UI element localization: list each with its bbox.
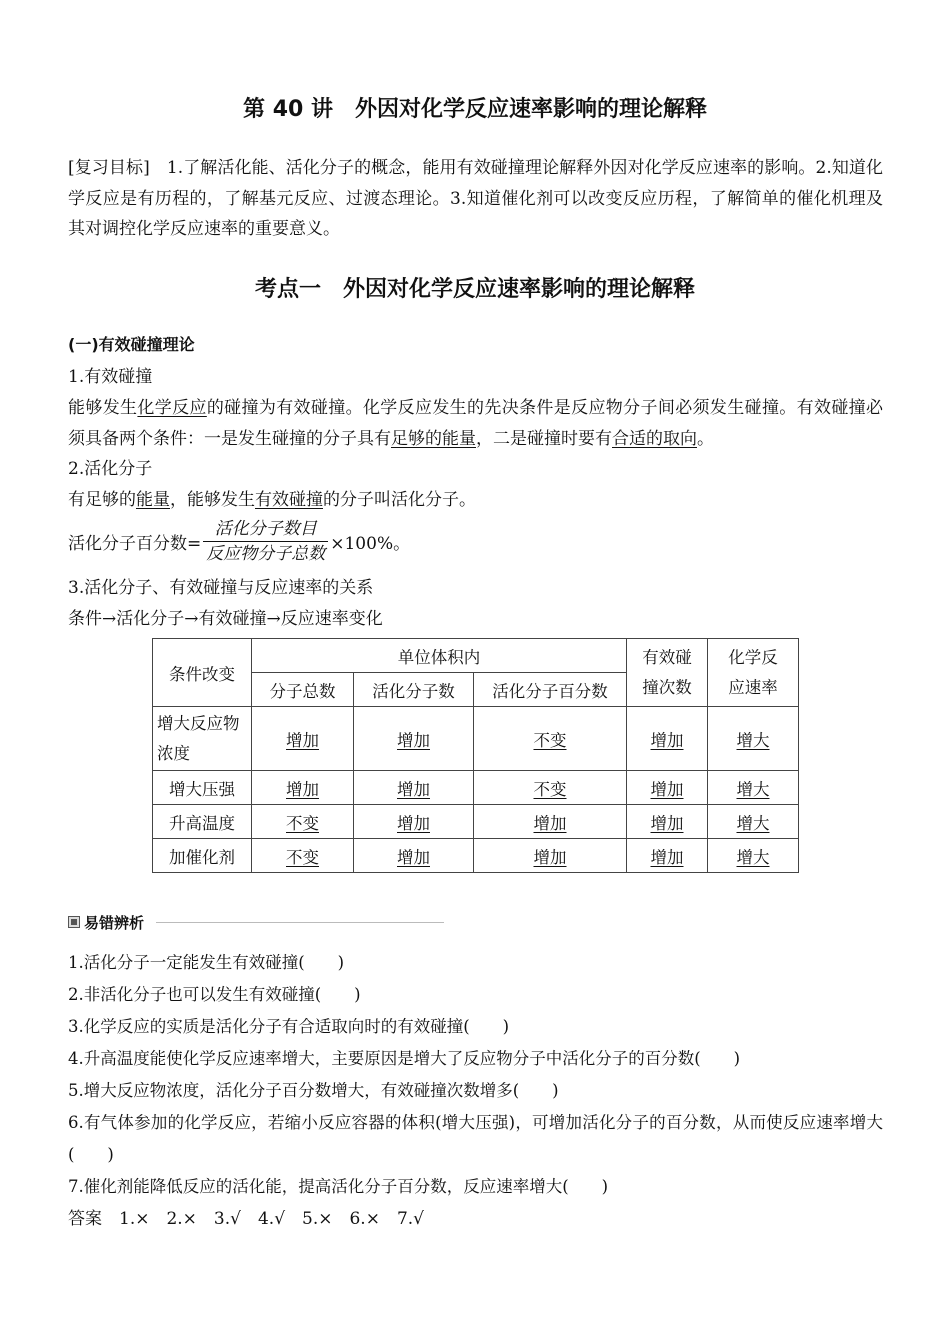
blank-answer: 合适的取向: [612, 428, 697, 449]
formula-numerator: 活化分子数目: [203, 517, 328, 542]
item2-paragraph: [68, 485, 883, 515]
item1-paragraph: [68, 393, 883, 454]
blank-answer: 增加: [286, 779, 319, 799]
cell-activated: [354, 707, 474, 771]
error-item: 3.化学反应的实质是活化分子有合适取向时的有效碰撞( ): [68, 1017, 510, 1036]
error-item: 5.增大反应物浓度，活化分子百分数增大，有效碰撞次数增多( ): [68, 1081, 559, 1100]
blank-answer: 不变: [286, 813, 319, 833]
row-condition: 增大压强: [153, 771, 252, 805]
blank-answer: 增加: [533, 813, 567, 833]
condition-text: 增大反应物: [157, 713, 240, 733]
header-unit-volume: 单位体积内: [252, 639, 627, 673]
blank-answer: 增大: [736, 730, 770, 750]
blank-answer: 增加: [650, 847, 684, 867]
blank-answer: 增大: [736, 779, 770, 799]
table-row: [153, 707, 799, 771]
error-item: 2.非活化分子也可以发生有效碰撞( ): [68, 985, 361, 1004]
text-span: ，二是碰撞时要有: [476, 428, 612, 449]
row-condition: 加催化剂: [153, 839, 252, 873]
cell-collisions: [627, 805, 708, 839]
header-text: 化学反: [728, 647, 778, 667]
cell-percent: [474, 839, 627, 873]
answer-values: 1.× 2.× 3.√ 4.√ 5.× 6.× 7.√: [102, 1209, 425, 1229]
blank-answer: 增加: [397, 779, 430, 799]
section-title: 考点一 外因对化学反应速率影响的理论解释: [254, 277, 695, 302]
cell-percent: [474, 771, 627, 805]
error-analysis-label: 易错辨析: [84, 914, 145, 932]
blank-answer: 不变: [533, 779, 567, 799]
blank-answer: 增加: [286, 730, 319, 750]
cell-collisions: [627, 771, 708, 805]
blank-answer: 不变: [286, 847, 319, 867]
cell-activated: [354, 771, 474, 805]
cell-total: [252, 707, 354, 771]
formula-fraction: [203, 517, 328, 566]
cell-rate: [708, 771, 799, 805]
header-condition: 条件改变: [153, 639, 252, 707]
formula-denominator: 反应物分子总数: [206, 544, 326, 564]
blank-answer: 增大: [736, 813, 770, 833]
cell-rate: [708, 805, 799, 839]
answer-label: 答案: [68, 1209, 102, 1229]
header-rule: [156, 922, 444, 923]
cell-activated: [354, 839, 474, 873]
section-marker-icon: [68, 916, 80, 928]
objectives-label: [复习目标]: [68, 158, 150, 178]
blank-answer: 有效碰撞: [255, 490, 323, 510]
error-item: 1.活化分子一定能发生有效碰撞( ): [68, 953, 345, 972]
blank-answer: 增加: [650, 813, 684, 833]
row-condition: 升高温度: [153, 805, 252, 839]
cell-collisions: [627, 707, 708, 771]
error-item: 6.有气体参加的化学反应，若缩小反应容器的体积(增大压强)，可增加活化分子的百分数，从而使反应速率增大( ): [68, 1113, 883, 1164]
text-span: 能够发生: [68, 398, 138, 418]
table-header-row: [153, 639, 799, 673]
text-span: 。: [697, 428, 714, 449]
header-percent: 活化分子百分数: [474, 673, 627, 707]
blank-answer: 增加: [397, 813, 430, 833]
answer-line: [68, 1204, 883, 1234]
header-text: 有效碰: [642, 647, 692, 667]
blank-answer: 增加: [533, 847, 567, 867]
text-span: 的碰撞为有效碰撞。化学反应发生的先决条件是反应物分子间必须发生碰撞。有效碰撞必须具备两个条件：一是发生碰撞的分子具有: [68, 398, 884, 449]
table-row: [153, 771, 799, 805]
header-total: 分子总数: [252, 673, 354, 707]
item2-heading: 2.活化分子: [68, 459, 153, 479]
header-collisions: [627, 639, 708, 707]
blank-answer: 化学反应: [137, 398, 207, 418]
cell-rate: [708, 839, 799, 873]
blank-answer: 增加: [397, 847, 430, 867]
cell-rate: [708, 707, 799, 771]
cell-collisions: [627, 839, 708, 873]
error-item: 7.催化剂能降低反应的活化能，提高活化分子百分数，反应速率增大( ): [68, 1177, 609, 1196]
objectives-text: 1.了解活化能、活化分子的概念，能用有效碰撞理论解释外因对化学反应速率的影响。2.知道化学反应是有历程的，了解基元反应、过渡态理论。3.知道催化剂可以改变反应历程，了解简单的催化机理及其对调控化学反应速率的重要意义。: [68, 158, 883, 239]
table-row: [153, 839, 799, 873]
formula-rhs: ×100%。: [330, 534, 411, 554]
review-objectives: [68, 153, 883, 245]
blank-answer: 增大: [736, 847, 770, 867]
blank-answer: 增加: [650, 779, 684, 799]
item1-heading: 1.有效碰撞: [68, 367, 153, 387]
cell-activated: [354, 805, 474, 839]
sub-heading: (一)有效碰撞理论: [68, 335, 195, 354]
cell-total: [252, 805, 354, 839]
formula-lhs: 活化分子百分数=: [68, 534, 202, 554]
text-span: ，能够发生: [170, 490, 255, 510]
percent-formula: [68, 517, 883, 569]
relation-chain: 条件→活化分子→有效碰撞→反应速率变化: [68, 609, 383, 629]
text-span: 有足够的: [68, 490, 136, 510]
header-text: 应速率: [728, 677, 778, 697]
header-text: 撞次数: [642, 677, 692, 697]
row-condition: [153, 707, 252, 771]
cell-total: [252, 771, 354, 805]
cell-total: [252, 839, 354, 873]
blank-answer: 增加: [650, 730, 684, 750]
condition-text: 浓度: [157, 743, 190, 763]
error-analysis-header: [68, 912, 444, 934]
conditions-table: [152, 638, 799, 873]
table-row: [153, 805, 799, 839]
blank-answer: 不变: [533, 730, 567, 750]
error-item: 4.升高温度能使化学反应速率增大，主要原因是增大了反应物分子中活化分子的百分数( ): [68, 1049, 741, 1068]
cell-percent: [474, 707, 627, 771]
blank-answer: 足够的能量: [391, 428, 476, 449]
header-rate: [708, 639, 799, 707]
blank-answer: 增加: [397, 730, 430, 750]
header-activated: 活化分子数: [354, 673, 474, 707]
lecture-title: 第 40 讲 外因对化学反应速率影响的理论解释: [243, 97, 707, 122]
text-span: 的分子叫活化分子。: [323, 490, 476, 510]
item3-heading: 3.活化分子、有效碰撞与反应速率的关系: [68, 578, 374, 598]
cell-percent: [474, 805, 627, 839]
blank-answer: 能量: [136, 490, 170, 510]
